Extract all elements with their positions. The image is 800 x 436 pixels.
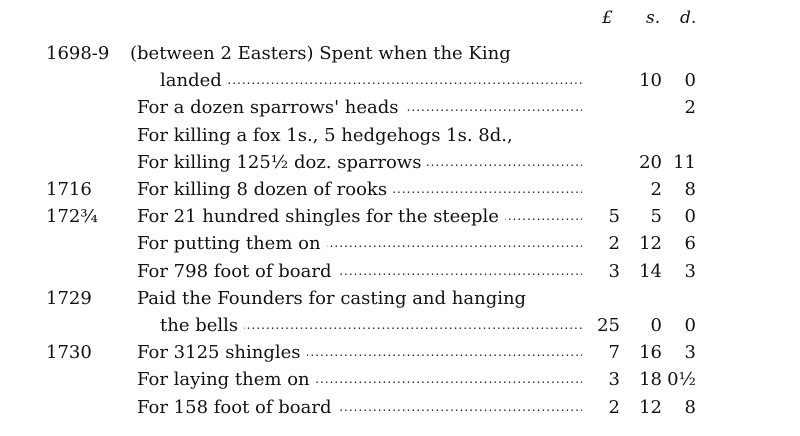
ledger-row: [0, 394, 800, 421]
entry-description: [137, 339, 582, 366]
ledger-row: [0, 94, 800, 121]
ledger-row: [0, 258, 800, 285]
ledger-row: [0, 40, 800, 67]
amount-pence: 3: [684, 260, 696, 282]
amount-pounds: 2: [608, 233, 620, 255]
entry-description-text: For laying them on: [137, 366, 316, 393]
ledger-row: [0, 67, 800, 94]
entry-description: [160, 312, 582, 339]
amount-pounds: 2: [608, 396, 620, 418]
amount-shillings: 10: [639, 70, 662, 92]
entry-year: 1730: [46, 342, 92, 364]
ledger-row: [0, 149, 800, 176]
amount-pounds: 3: [608, 260, 620, 282]
entry-description-text: the bells: [160, 312, 244, 339]
entry-description: [160, 67, 582, 94]
amount-shillings: 14: [639, 260, 662, 282]
ledger-row: [0, 339, 800, 366]
entry-description-text: For 3125 shingles: [137, 339, 307, 366]
amount-shillings: 2: [650, 179, 662, 200]
amount-pence: 11: [673, 151, 696, 173]
entry-year: 1716: [46, 179, 92, 200]
amount-shillings: 18: [639, 369, 662, 391]
ledger-row: [0, 312, 800, 339]
amount-shillings: 12: [639, 396, 662, 418]
entry-year: 1698-9: [46, 43, 110, 64]
entry-description-text: (between 2 Easters) Spent when the King: [130, 43, 517, 64]
amount-pounds: 5: [608, 206, 620, 228]
ledger-row: [0, 122, 800, 149]
entry-description-text: For 21 hundred shingles for the steeple: [137, 203, 505, 230]
entry-description-text: For killing a fox 1s., 5 hedgehogs 1s. 8d.,: [137, 125, 519, 146]
amount-pence: 6: [684, 233, 696, 255]
amount-shillings: 0: [650, 315, 662, 336]
amount-pence: 8: [684, 396, 696, 418]
ledger-row: [0, 366, 800, 393]
entry-year: 1729: [46, 287, 92, 309]
entry-description: [137, 122, 582, 149]
entry-description-text: landed: [160, 67, 228, 94]
entry-description-text: For putting them on: [137, 230, 327, 257]
amount-pence: 2: [684, 97, 696, 119]
amount-pence: 0½: [667, 369, 696, 391]
entry-description-text: For 158 foot of board: [137, 394, 337, 421]
entry-description-text: For a dozen sparrows' heads: [137, 94, 405, 121]
amount-pounds: 25: [597, 315, 620, 336]
entry-description: [137, 394, 582, 421]
entry-description: [137, 203, 582, 230]
ledger-row: [0, 285, 800, 312]
ledger-row: [0, 203, 800, 230]
amount-pounds: 3: [608, 369, 620, 391]
entry-description: [137, 149, 582, 176]
header-pence: d.: [680, 8, 697, 28]
entry-description: [137, 258, 582, 285]
header-pounds: £: [602, 8, 613, 28]
entry-description: [130, 40, 582, 67]
entry-description: [137, 366, 582, 393]
entry-year: 172¾: [46, 206, 98, 228]
entry-description-text: Paid the Founders for casting and hanging: [137, 288, 532, 309]
ledger-row: [0, 230, 800, 257]
amount-pence: 0: [684, 315, 696, 336]
amount-shillings: 20: [639, 151, 662, 173]
amount-shillings: 16: [639, 342, 662, 364]
amount-pence: 0: [684, 70, 696, 92]
amount-shillings: 12: [639, 233, 662, 255]
amount-shillings: 5: [650, 206, 662, 228]
amount-pence: 0: [684, 206, 696, 228]
amount-pence: 8: [684, 179, 696, 200]
entry-description-text: For 798 foot of board: [137, 258, 337, 285]
entry-description-text: For killing 125½ doz. sparrows: [137, 149, 427, 176]
amount-pence: 3: [684, 342, 696, 364]
entry-description-text: For killing 8 dozen of rooks: [137, 176, 393, 203]
header-shillings: s.: [646, 8, 661, 28]
amount-pounds: 7: [608, 342, 620, 364]
entry-description: [137, 94, 582, 121]
entry-description: [137, 176, 582, 203]
entry-description: [137, 230, 582, 257]
entry-description: [137, 285, 582, 312]
ledger-row: [0, 176, 800, 203]
